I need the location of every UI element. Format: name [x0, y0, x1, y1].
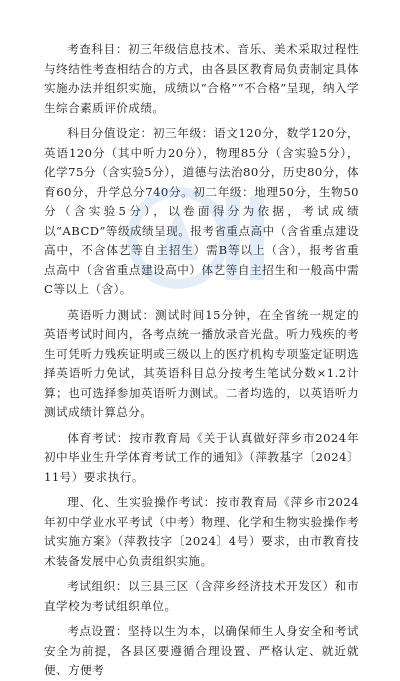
paragraph-listening-test: 英语听力测试：测试时间15分钟，在全省统一规定的英语考试时间内，各考点统一播放录音光盘。听力残疾的考生可凭听力残疾证明或三级以上的医疗机构专项鉴定证明选择英语听力免试，其英语科目总分按考生笔试分数×1.2计算；也可选择参加英语听力测试。二者均选的，以英语听力测试成绩计算总分。 [44, 307, 359, 419]
paragraph-exam-site-setup: 考点设置：坚持以生为本，以确保师生人身安全和考试安全为前提，各县区要遵循合理设置、严格认定、就近就便、方便考 [44, 624, 359, 677]
paragraph-pe-exam: 体育考试：按市教育局《关于认真做好萍乡市2024年初中毕业生升学体育考试工作的通知》（萍教基字〔2024〕11号）要求执行。 [44, 430, 359, 484]
paragraph-lab-exam: 理、化、生实验操作考试：按市教育局《萍乡市2024年初中学业水平考试（中考）物理、化学和生物实验操作考试实施方案》（萍教技字〔2024〕4号）要求，由市教育技术装备发展中心负责组织实施。 [44, 495, 359, 568]
paragraph-exam-organization: 考试组织：以三县三区（含萍乡经济技术开发区）和市直学校为考试组织单位。 [44, 579, 359, 613]
paragraph-score-settings: 科目分值设定：初三年级：语文120分，数学120分，英语120分（其中听力20分），物理85分（含实验5分），化学75分（含实验5分），道德与法治80分，历史80分，体育60分，升学总分740分。初二年级：地理50分，生物50分（含实验5分），以卷面得分为依据，考试成绩以“ABCD”等级成绩呈现。报考省重点高中（含省重点建设高中，不含体艺等自主招生）需B等以上（含），报考省重点高中（含省重点建设高中）体艺等自主招生和一般高中需C等以上（含）。 [44, 126, 359, 296]
paragraph-exam-subjects: 考查科目：初三年级信息技术、音乐、美术采取过程性与终结性考查相结合的方式，由各县区教育局负责制定具体实施办法并组织实施，成绩以“合格”“不合格”呈现，纳入学生综合素质评价成绩。 [44, 42, 359, 115]
